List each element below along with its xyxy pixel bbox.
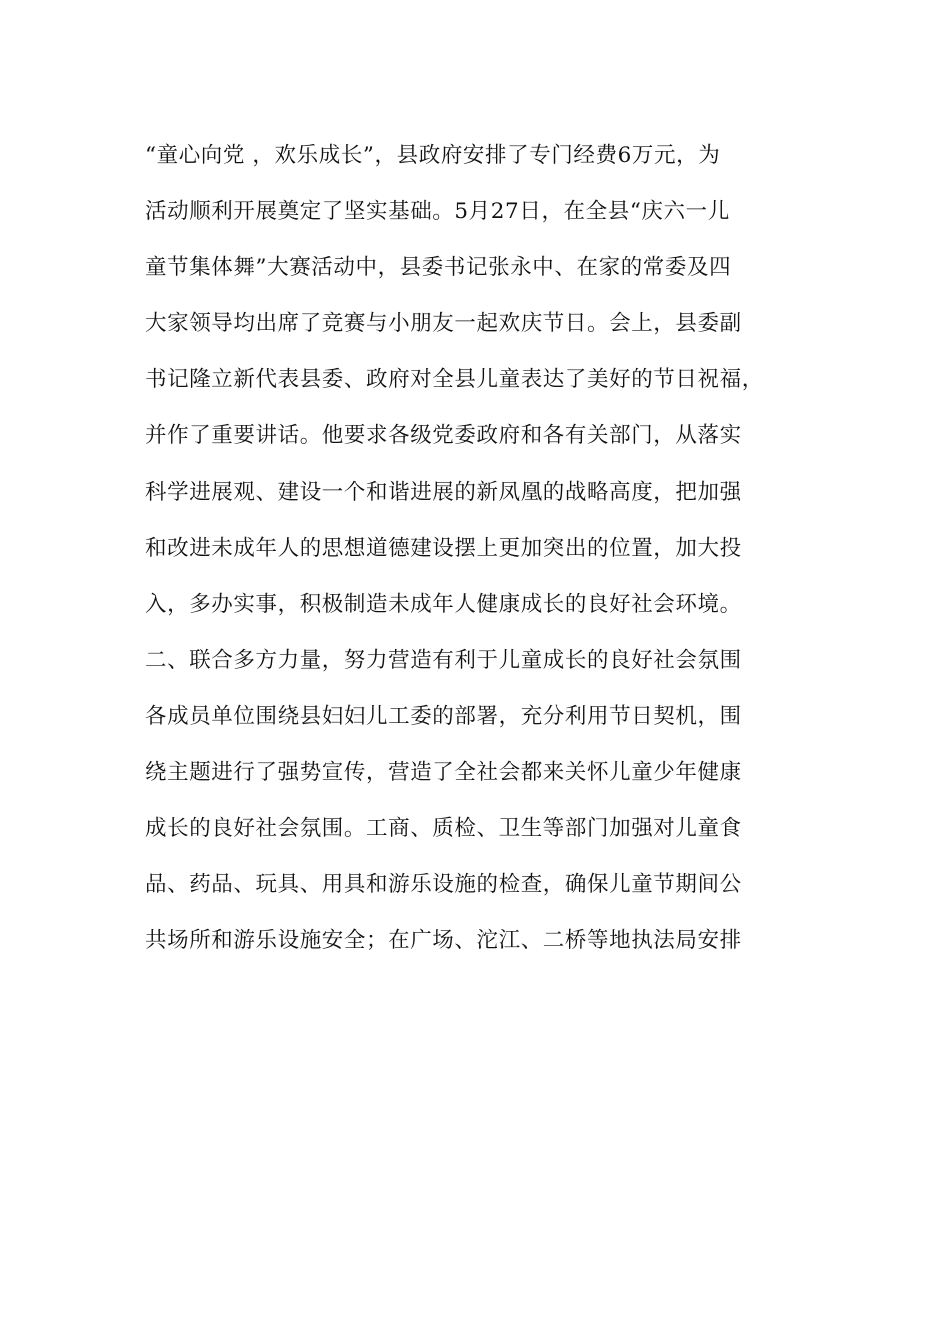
document-body: [145, 128, 835, 969]
text-line: 活动顺利开展奠定了坚实基础。5月27日，在全县“庆六一儿: [145, 199, 730, 225]
text-line: “童心向党 ，欢乐成长”，县政府安排了专门经费6万元，为: [145, 143, 721, 168]
text-line: 各成员单位围绕县妇妇儿工委的部署，充分利用节日契机，围: [145, 703, 742, 729]
text-line: 成长的良好社会氛围。工商、质检、卫生等部门加强对儿童食: [145, 816, 742, 842]
text-line: 书记隆立新代表县委、政府对全县儿童表达了美好的节日祝福，: [145, 367, 764, 393]
text-line: 品、药品、玩具、用具和游乐设施的检查，确保儿童节期间公: [145, 872, 742, 898]
text-line: 共场所和游乐设施安全；在广场、沱江、二桥等地执法局安排: [145, 928, 742, 954]
text-line: 和改进未成年人的思想道德建设摆上更加突出的位置，加大投: [145, 535, 742, 561]
text-line: 童节集体舞”大赛活动中，县委书记张永中、在家的常委及四: [145, 255, 732, 281]
section-heading: 二、联合多方力量，努力营造有利于儿童成长的良好社会氛围: [145, 647, 742, 673]
text-line: 并作了重要讲话。他要求各级党委政府和各有关部门，从落实: [145, 423, 742, 449]
text-line: 绕主题进行了强势宣传，营造了全社会都来关怀儿童少年健康: [145, 760, 742, 786]
text-line: 科学进展观、建设一个和谐进展的新凤凰的战略高度，把加强: [145, 479, 742, 505]
text-line: 大家领导均出席了竞赛与小朋友一起欢庆节日。会上，县委副: [145, 311, 742, 337]
text-line: 入，多办实事，积极制造未成年人健康成长的良好社会环境。: [145, 591, 742, 617]
